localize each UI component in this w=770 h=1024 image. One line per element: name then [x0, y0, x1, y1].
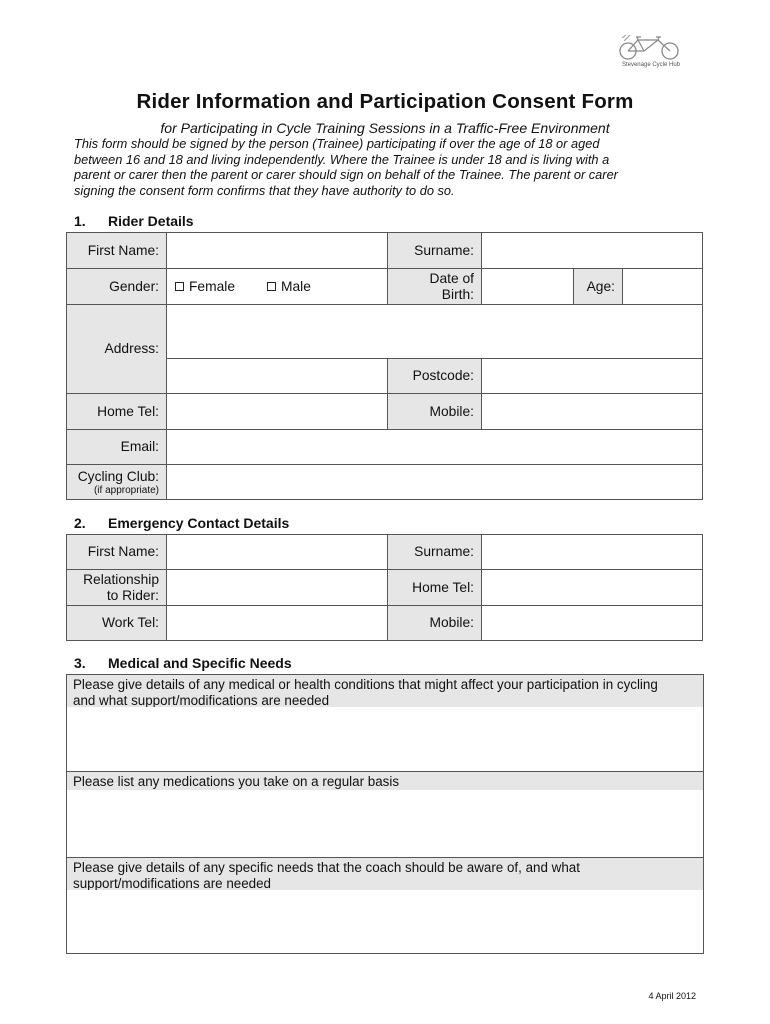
- ec-relationship-label: Relationship to Rider:: [67, 570, 167, 606]
- ec-work-tel-input[interactable]: [167, 606, 387, 640]
- rider-address-field[interactable]: [167, 305, 703, 359]
- rider-home-tel-field[interactable]: [167, 394, 388, 430]
- rider-surname-input[interactable]: [482, 233, 702, 268]
- specific-needs-textarea[interactable]: [67, 890, 703, 953]
- ec-work-tel-field[interactable]: [167, 606, 388, 641]
- ec-surname-label: Surname:: [388, 535, 482, 570]
- emergency-contact-table: [66, 534, 703, 641]
- rider-cycling-club-field[interactable]: [167, 465, 703, 500]
- medical-conditions-question-line: and what support/modifications are needed: [73, 692, 330, 708]
- specific-needs-question: [66, 857, 704, 890]
- specific-needs-question-line: support/modifications are needed: [73, 875, 272, 891]
- section1-title: Rider Details: [108, 213, 194, 229]
- medications-question-line: Please list any medications you take on a regular basis: [73, 774, 400, 789]
- if-appropriate-note: (if appropriate): [93, 484, 159, 496]
- section1-number: 1.: [74, 213, 86, 229]
- ec-mobile-input[interactable]: [482, 606, 702, 640]
- section3-title: Medical and Specific Needs: [108, 655, 292, 671]
- intro-line: parent or carer then the parent or carer should sign on behalf of the Trainee. The parent or carer: [74, 167, 618, 183]
- rider-surname-label: Surname:: [388, 233, 482, 269]
- rider-cycling-club-input[interactable]: [167, 465, 702, 499]
- medications-question: [66, 771, 704, 790]
- medical-conditions-question-line: Please give details of any medical or health conditions that might affect your participation in cycling: [73, 677, 658, 692]
- tandem-bicycle-icon: [614, 32, 688, 62]
- intro-line: This form should be signed by the person (Trainee) participating if over the age of 18 or aged: [74, 136, 600, 151]
- rider-postcode-label: Postcode:: [388, 359, 482, 394]
- male-checkbox[interactable]: [267, 282, 276, 291]
- ec-home-tel-input[interactable]: [482, 570, 702, 605]
- rider-gender-field: [167, 269, 388, 305]
- gender-male-option[interactable]: [267, 279, 311, 294]
- stevenage-cycle-hub-logo: [614, 32, 688, 74]
- rider-mobile-label: Mobile:: [388, 394, 482, 430]
- rider-email-label: Email:: [67, 430, 167, 465]
- ec-relationship-input[interactable]: [167, 570, 387, 605]
- ec-home-tel-label: Home Tel:: [388, 570, 482, 606]
- medications-answer[interactable]: [66, 790, 704, 857]
- specific-needs-answer[interactable]: [66, 890, 704, 954]
- rider-email-input[interactable]: [167, 430, 702, 464]
- logo-caption: Stevenage Cycle Hub: [621, 62, 681, 68]
- intro-line: between 16 and 18 and living independently. Where the Trainee is under 18 and is living with a: [74, 151, 610, 167]
- intro-paragraph: [74, 136, 714, 198]
- rider-email-field[interactable]: [167, 430, 703, 465]
- rider-first-name-field[interactable]: [167, 233, 388, 269]
- section2-title: Emergency Contact Details: [108, 515, 290, 531]
- page-subtitle: for Participating in Cycle Training Sessions in a Traffic-Free Environment: [160, 120, 610, 136]
- page-title: Rider Information and Participation Consent Form: [136, 90, 634, 113]
- rider-gender-label: Gender:: [67, 269, 167, 305]
- rider-mobile-input[interactable]: [482, 394, 702, 429]
- medical-conditions-question: [66, 674, 704, 707]
- rider-first-name-label: First Name:: [67, 233, 167, 269]
- rider-address-line2-input[interactable]: [167, 359, 387, 393]
- ec-first-name-input[interactable]: [167, 535, 387, 569]
- intro-line: signing the consent form confirms that they have authority to do so.: [74, 182, 455, 198]
- medical-conditions-answer[interactable]: [66, 707, 704, 771]
- section3-heading: [74, 655, 292, 671]
- rider-mobile-field[interactable]: [482, 394, 703, 430]
- rider-age-input[interactable]: [623, 269, 702, 304]
- ec-relationship-field[interactable]: [167, 570, 388, 606]
- rider-address-label: Address:: [67, 305, 167, 394]
- ec-mobile-field[interactable]: [482, 606, 703, 641]
- ec-first-name-field[interactable]: [167, 535, 388, 570]
- gender-female-option[interactable]: [175, 279, 235, 294]
- ec-surname-field[interactable]: [482, 535, 703, 570]
- rider-dob-field[interactable]: [482, 269, 574, 305]
- rider-address-input[interactable]: [167, 305, 702, 358]
- rider-dob-label: Date of Birth:: [388, 269, 482, 305]
- female-label: Female: [189, 279, 236, 294]
- rider-cycling-club-label: Cycling Club: (if appropriate): [67, 465, 167, 500]
- rider-age-field[interactable]: [623, 269, 703, 305]
- ec-first-name-label: First Name:: [67, 535, 167, 570]
- rider-postcode-field[interactable]: [482, 359, 703, 394]
- section2-heading: [74, 515, 289, 531]
- ec-surname-input[interactable]: [482, 535, 702, 569]
- medical-conditions-textarea[interactable]: [67, 707, 703, 771]
- rider-surname-field[interactable]: [482, 233, 703, 269]
- rider-first-name-input[interactable]: [167, 233, 387, 268]
- rider-home-tel-input[interactable]: [167, 394, 387, 429]
- male-label: Male: [281, 279, 311, 294]
- ec-home-tel-field[interactable]: [482, 570, 703, 606]
- section1-heading: [74, 213, 194, 229]
- specific-needs-question-line: Please give details of any specific needs that the coach should be aware of, and what: [73, 860, 580, 875]
- rider-age-label: Age:: [574, 269, 623, 305]
- rider-dob-input[interactable]: [482, 269, 573, 304]
- section2-number: 2.: [74, 515, 86, 531]
- rider-home-tel-label: Home Tel:: [67, 394, 167, 430]
- rider-details-table: [66, 232, 703, 500]
- rider-address-line2-field[interactable]: [167, 359, 388, 394]
- female-checkbox[interactable]: [175, 282, 184, 291]
- footer-date: 4 April 2012: [648, 991, 696, 1001]
- ec-work-tel-label: Work Tel:: [67, 606, 167, 641]
- ec-mobile-label: Mobile:: [388, 606, 482, 641]
- section3-number: 3.: [74, 655, 86, 671]
- rider-postcode-input[interactable]: [482, 359, 702, 393]
- medications-textarea[interactable]: [67, 790, 703, 857]
